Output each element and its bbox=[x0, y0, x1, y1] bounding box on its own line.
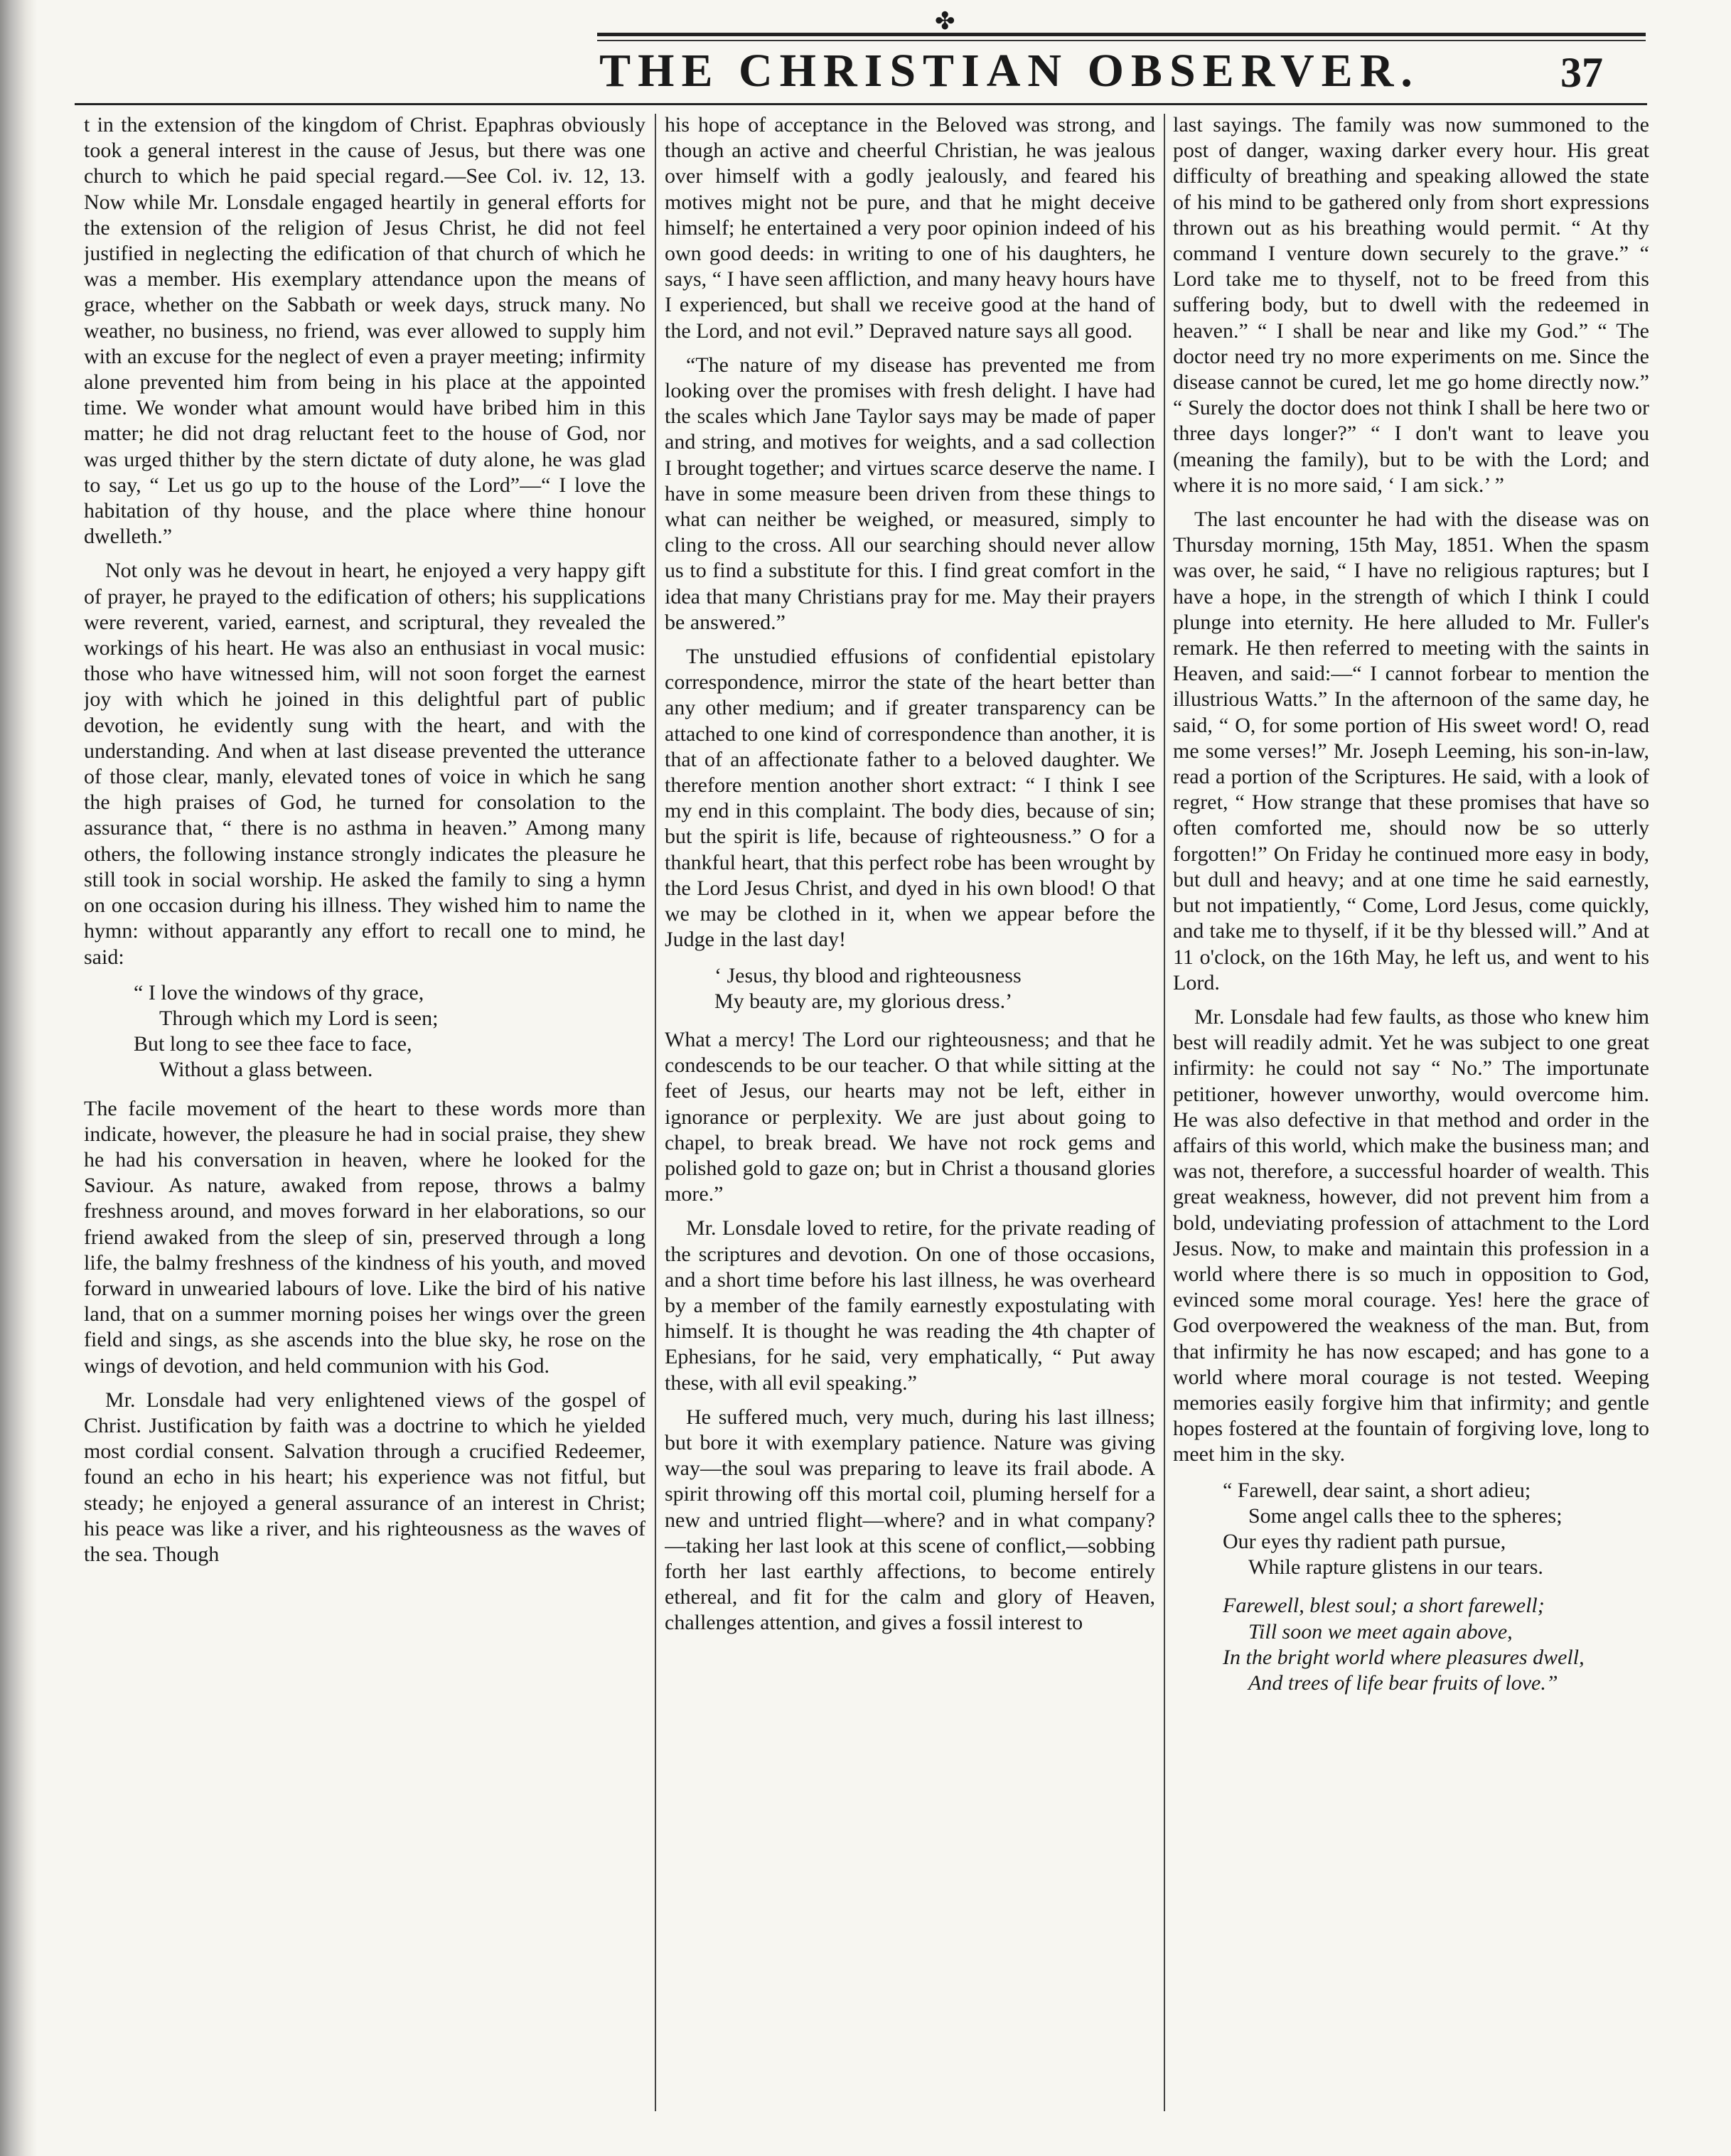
text-column-2 bbox=[665, 112, 1155, 2124]
text-column-1 bbox=[84, 112, 645, 2124]
verse-line: And trees of life bear fruits of love.” bbox=[1248, 1670, 1558, 1695]
masthead-rule bbox=[75, 103, 1647, 105]
paragraph: Mr. Lonsdale had few faults, as those who knew him best will readily admit. Yet he was subject to one great infirmity: he could not say “ No.” The importunate petitioner, however unworthy, would overcome him. He was also defective in that method and order in the affairs of this world, which make the business man; and was not, therefore, a successful hoarder of wealth. This great weakness, however, did not prevent him from a bold, undeviating profession of attachment to the Lord Jesus. Now, to make and maintain this profession in a world where there is so much in opposition to God, evinced some moral courage. Yes! here the grace of God overpowered the weakness of the man. But, from that infirmity he has now escaped; and has gone to a world where moral courage is not tested. Weeping memories easily forgive him that infirmity; and gentle hopes fostered at the fountain of forgiving love, long to meet him in the sky. bbox=[1173, 1004, 1649, 1466]
paragraph: What a mercy! The Lord our righteousness; and that he condescends to be our teacher. O that while sitting at the feet of Jesus, our hearts may not be left, either in ignorance or perplexity. We are just about going to chapel, to break bread. We have not rock gems and polished gold to gaze on; but in Christ a thousand glories more.” bbox=[665, 1027, 1155, 1206]
paragraph: his hope of acceptance in the Beloved was strong, and though an active and cheerful Christian, he was jealous over himself with a godly jealously, and feared his motives might not be pure, and that he might deceive himself; he entertained a very poor opinion indeed of his own good deeds: in writing to one of his daughters, he says, “ I have seen affliction, and many heavy hours have I experienced, but shall we receive good at the hand of the Lord, and not evil.” Depraved nature says all good. bbox=[665, 113, 1155, 343]
paragraph: Mr. Lonsdale had very enlightened views of the gospel of Christ. Justification by faith was a doctrine to which he yielded most cordial consent. Salvation through a crucified Redeemer, found an echo in his heart; his experience was not fitful, but steady; he enjoyed a general assurance of an interest in Christ; his peace was like a river, and his righteousness as the waves of the sea. Though bbox=[84, 1388, 645, 1566]
verse-block bbox=[1223, 1478, 1649, 1581]
verse-line: While rapture glistens in our tears. bbox=[1248, 1555, 1543, 1580]
paragraph: The facile movement of the heart to these words more than indicate, however, the pleasure he had in social praise, they shew he had his conversation in heaven, where he looked for the Saviour. As nature, awaked from repose, throws a balmy freshness around, and moves forward in her elaborations, so our friend awaked from the sleep of sin, preserved through a long life, the balmy freshness of the kindness of his youth, and moved forward in unwearied labours of love. Like the bird of his native land, that on a summer morning poises her wings over the green field and sings, as she ascends into the blue sky, he rose on the wings of devotion, and held communion with his God. bbox=[84, 1096, 645, 1378]
verse-line: In the bright world where pleasures dwell, bbox=[1223, 1645, 1585, 1669]
verse-block bbox=[134, 980, 645, 1083]
paragraph: last sayings. The family was now summoned to the post of danger, waxing darker every hour. His great difficulty of breathing and speaking allowed the state of his mind to be gathered only from short expressions thrown out as his breathing would permit. “ At thy command I venture down securely to the grave.” “ Lord take me to thyself, not to be freed from this suffering body, but to dwell with the redeemed in heaven.” “ I shall be near and like my God.” “ The doctor need try no more experiments on me. Since the disease cannot be cured, let me go home directly now.” “ Surely the doctor does not think I shall be here two or three days longer?” “ I don't want to leave you (meaning the family), but to be with the Lord; and where it is no more said, ‘ I am sick.’ ” bbox=[1173, 113, 1649, 497]
paragraph: The unstudied effusions of confidential epistolary correspondence, mirror the state of the heart better than any other medium; and if greater transparency can be attached to one kind of correspondence than another, it is that of an affectionate father to a beloved daughter. We therefore mention another short extract: “ I think I see my end in this complaint. The body dies, because of sin; but the spirit is life, because of righteousness.” O for a thankful heart, that this perfect robe has been wrought by the Lord Jesus Christ, and dyed in his own blood! O that we may be clothed in it, when we appear before the Judge in the last day! bbox=[665, 645, 1155, 952]
verse-line: Till soon we meet again above, bbox=[1248, 1619, 1513, 1643]
verse-block bbox=[1223, 1593, 1649, 1696]
header-rule bbox=[597, 33, 1646, 36]
verse-line: Through which my Lord is seen; bbox=[159, 1006, 439, 1030]
paragraph: t in the extension of the kingdom of Christ. Epaphras obviously took a general interest in the cause of Jesus, but there was one church to which he paid special regard.—See Col. iv. 12, 13. Now while Mr. Lonsdale engaged heartily in general efforts for the extension of the religion of Jesus Christ, he did not feel justified in neglecting the edification of that church of which he was a member. His exemplary attendance upon the means of grace, whether on the Sabbath or week days, struck many. No weather, no business, no friend, was ever allowed to supply him with an excuse for the neglect of even a prayer meeting; infirmity alone prevented him from being in his place at the appointed time. We wonder what amount would have bribed him in this matter; he did not drag reluctant feet to the house of God, nor was urged thither by the stern dictate of duty alone, he was glad to say, “ Let us go up to the house of the Lord”—“ I love the habitation of thy house, and the place where thine honour dwelleth.” bbox=[84, 113, 645, 549]
masthead-title: THE CHRISTIAN OBSERVER. bbox=[599, 45, 1420, 97]
text-column-3 bbox=[1173, 112, 1649, 2124]
verse-line: “ Farewell, dear saint, a short adieu; bbox=[1223, 1478, 1531, 1502]
verse-line: Some angel calls thee to the spheres; bbox=[1248, 1503, 1563, 1528]
verse-line: Our eyes thy radient path pursue, bbox=[1223, 1529, 1506, 1553]
verse-line: Farewell, blest soul; a short farewell; bbox=[1223, 1594, 1545, 1618]
verse-line: “ I love the windows of thy grace, bbox=[134, 980, 424, 1004]
paragraph: Mr. Lonsdale loved to retire, for the private reading of the scriptures and devotion. On one of those occasions, and a short time before his last illness, he was overheard by a member of the family earnestly expostulating with himself. It is thought he was reading the 4th chapter of Ephesians, for he said, very emphatically, “ Put away these, with all evil speaking.” bbox=[665, 1216, 1155, 1395]
paragraph: He suffered much, very much, during his last illness; but bore it with exemplary patience. Nature was giving way—the soul was preparing to leave its frail abode. A spirit throwing off this mortal coil, pluming herself for a new and untried flight—where? and in what company?—taking her last look at this scene of conflict,—sobbing forth her last earthly affections, to become entirely ethereal, and fit for the calm and glory of Heaven, challenges attention, and gives a fossil interest to bbox=[665, 1405, 1155, 1635]
column-divider bbox=[655, 114, 656, 2111]
verse-line: Without a glass between. bbox=[159, 1058, 373, 1082]
header-rule-thin bbox=[597, 40, 1646, 41]
verse-line: My beauty are, my glorious dress.’ bbox=[714, 989, 1013, 1013]
verse-line: ‘ Jesus, thy blood and righteousness bbox=[714, 963, 1022, 987]
paragraph: Not only was he devout in heart, he enjoyed a very happy gift of prayer, he prayed to the edification of others; his supplications were reverent, varied, earnest, and scriptural, they revealed the workings of his heart. He was also an enthusiast in vocal music: those who have witnessed him, will not soon forget the earnest joy with which he joined in this delightful part of public devotion, he evidently sung with the heart, and with the understanding. And when at last disease prevented the utterance of those clear, manly, elevated tones of voice in which he sang the high praises of God, he turned for consolation to the assurance that, “ there is no asthma in heaven.” Among many others, the following instance strongly indicates the pleasure he still took in social worship. He asked the family to sing a hymn on one occasion during his illness. They wished him to name the hymn: without apparantly any effort to recall one to mind, he said: bbox=[84, 559, 645, 969]
paragraph: “The nature of my disease has prevented me from looking over the promises with fresh delight. I have had the scales which Jane Taylor says may be made of paper and string, and motives for weights, and a sad collection I brought together; and virtues scarce deserve the name. I have in some measure been driven from these things to what can neither be weighed, or measured, simply to cling to the cross. All our searching should never allow us to find a substitute for this. I find great comfort in the idea that many Christians pray for me. May their prayers be answered.” bbox=[665, 353, 1155, 634]
page-edge-shadow bbox=[0, 0, 37, 2156]
verse-line: But long to see thee face to face, bbox=[134, 1032, 412, 1056]
column-divider bbox=[1164, 114, 1165, 2111]
ornament: ✤ bbox=[935, 9, 955, 35]
page-number: 37 bbox=[1560, 49, 1603, 96]
paragraph: The last encounter he had with the disease was on Thursday morning, 15th May, 1851. When the spasm was over, he said, “ I have no religious raptures; but I have a hope, in the strength of which I think I could plunge into eternity. He here alluded to Mr. Fuller's remark. He then referred to meeting with the saints in Heaven, and said:—“ I cannot forbear to mention the illustrious Watts.” In the afternoon of the same day, he said, “ O, for some portion of His sweet word! O, read me some verses!” Mr. Joseph Leeming, his son-in-law, read a portion of the Scriptures. He said, with a look of regret, “ How strange that these promises that have so often comforted me, should now be so utterly forgotten!” On Friday he continued more easy in body, but dull and heavy; and at one time he said earnestly, but not impatiently, “ Come, Lord Jesus, come quickly, and take me to thyself, if it be thy blessed will.” And at 11 o'clock, on the 16th May, he left us, and went to his Lord. bbox=[1173, 508, 1649, 994]
verse-block bbox=[714, 963, 1155, 1014]
